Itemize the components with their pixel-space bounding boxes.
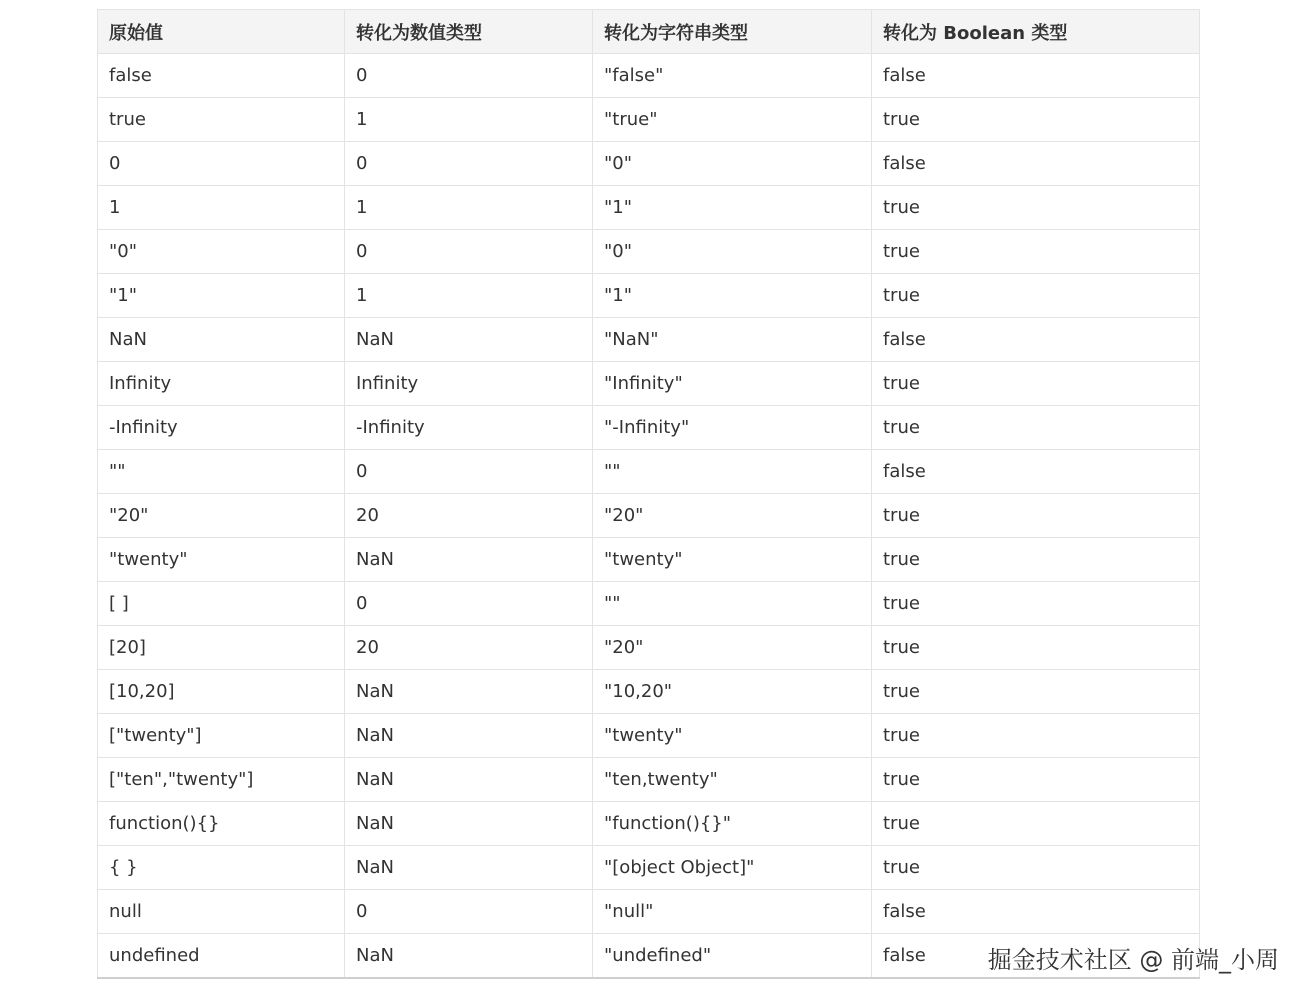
cell-boolean-value: true [872,230,1200,274]
cell-original-value: ["ten","twenty"] [98,758,345,802]
cell-string-value: "ten,twenty" [593,758,872,802]
table-row [98,494,1200,538]
table-row [98,98,1200,142]
cell-number-value: 0 [345,890,593,934]
table-body [98,54,1200,979]
table-row [98,230,1200,274]
cell-number-value: NaN [345,802,593,846]
cell-boolean-value: false [872,450,1200,494]
cell-number-value: 0 [345,582,593,626]
cell-original-value: -Infinity [98,406,345,450]
cell-string-value: "undefined" [593,934,872,979]
cell-original-value: [20] [98,626,345,670]
type-conversion-table [97,9,1200,979]
cell-boolean-value: true [872,186,1200,230]
cell-original-value: "twenty" [98,538,345,582]
cell-original-value: true [98,98,345,142]
cell-boolean-value: true [872,626,1200,670]
cell-boolean-value: true [872,362,1200,406]
cell-string-value: "" [593,582,872,626]
cell-number-value: NaN [345,318,593,362]
cell-string-value: "twenty" [593,538,872,582]
table-row [98,362,1200,406]
header-to-string: 转化为字符串类型 [593,10,872,54]
table-row [98,54,1200,98]
cell-original-value: 1 [98,186,345,230]
cell-boolean-value: true [872,274,1200,318]
cell-number-value: 0 [345,230,593,274]
table-row [98,274,1200,318]
cell-number-value: 0 [345,54,593,98]
cell-number-value: -Infinity [345,406,593,450]
cell-boolean-value: true [872,582,1200,626]
table-row [98,846,1200,890]
cell-string-value: "10,20" [593,670,872,714]
cell-boolean-value: true [872,846,1200,890]
cell-number-value: NaN [345,714,593,758]
table-row [98,406,1200,450]
cell-original-value: { } [98,846,345,890]
cell-boolean-value: true [872,714,1200,758]
cell-string-value: "NaN" [593,318,872,362]
cell-original-value: "1" [98,274,345,318]
cell-number-value: 20 [345,626,593,670]
header-original-value: 原始值 [98,10,345,54]
table-row [98,186,1200,230]
cell-string-value: "function(){}" [593,802,872,846]
header-to-boolean: 转化为 Boolean 类型 [872,10,1200,54]
cell-number-value: 1 [345,98,593,142]
cell-string-value: "false" [593,54,872,98]
cell-number-value: NaN [345,934,593,979]
table-row [98,890,1200,934]
cell-string-value: "0" [593,142,872,186]
cell-original-value: "20" [98,494,345,538]
header-to-number: 转化为数值类型 [345,10,593,54]
cell-original-value: "" [98,450,345,494]
cell-original-value: NaN [98,318,345,362]
cell-string-value: "[object Object]" [593,846,872,890]
cell-string-value: "Infinity" [593,362,872,406]
cell-number-value: NaN [345,538,593,582]
cell-number-value: NaN [345,758,593,802]
table-row [98,802,1200,846]
table-row [98,626,1200,670]
table-row [98,714,1200,758]
cell-original-value: undefined [98,934,345,979]
table-header-row [98,10,1200,54]
cell-original-value: ["twenty"] [98,714,345,758]
cell-original-value: function(){} [98,802,345,846]
cell-boolean-value: false [872,318,1200,362]
cell-boolean-value: false [872,54,1200,98]
cell-boolean-value: false [872,890,1200,934]
watermark-text: 掘金技术社区 @ 前端_小周 [987,946,1279,974]
cell-string-value: "twenty" [593,714,872,758]
table-row [98,538,1200,582]
cell-string-value: "-Infinity" [593,406,872,450]
cell-boolean-value: true [872,758,1200,802]
conversion-table-container [97,9,1199,979]
cell-string-value: "true" [593,98,872,142]
cell-string-value: "20" [593,626,872,670]
cell-boolean-value: true [872,98,1200,142]
cell-boolean-value: true [872,494,1200,538]
cell-number-value: 1 [345,274,593,318]
cell-boolean-value: false [872,934,1200,979]
cell-original-value: false [98,54,345,98]
cell-original-value: null [98,890,345,934]
table-row [98,758,1200,802]
table-row [98,670,1200,714]
cell-original-value: "0" [98,230,345,274]
cell-boolean-value: true [872,802,1200,846]
cell-number-value: NaN [345,846,593,890]
cell-original-value: Infinity [98,362,345,406]
cell-boolean-value: true [872,406,1200,450]
cell-number-value: NaN [345,670,593,714]
cell-original-value: [10,20] [98,670,345,714]
cell-boolean-value: true [872,538,1200,582]
cell-boolean-value: false [872,142,1200,186]
cell-original-value: 0 [98,142,345,186]
cell-number-value: Infinity [345,362,593,406]
table-row [98,142,1200,186]
cell-original-value: [ ] [98,582,345,626]
cell-string-value: "" [593,450,872,494]
cell-string-value: "20" [593,494,872,538]
cell-string-value: "0" [593,230,872,274]
table-row [98,318,1200,362]
cell-boolean-value: true [872,670,1200,714]
cell-number-value: 1 [345,186,593,230]
cell-number-value: 0 [345,450,593,494]
cell-string-value: "1" [593,186,872,230]
cell-number-value: 20 [345,494,593,538]
table-row [98,450,1200,494]
cell-string-value: "null" [593,890,872,934]
table-row [98,582,1200,626]
cell-string-value: "1" [593,274,872,318]
cell-number-value: 0 [345,142,593,186]
